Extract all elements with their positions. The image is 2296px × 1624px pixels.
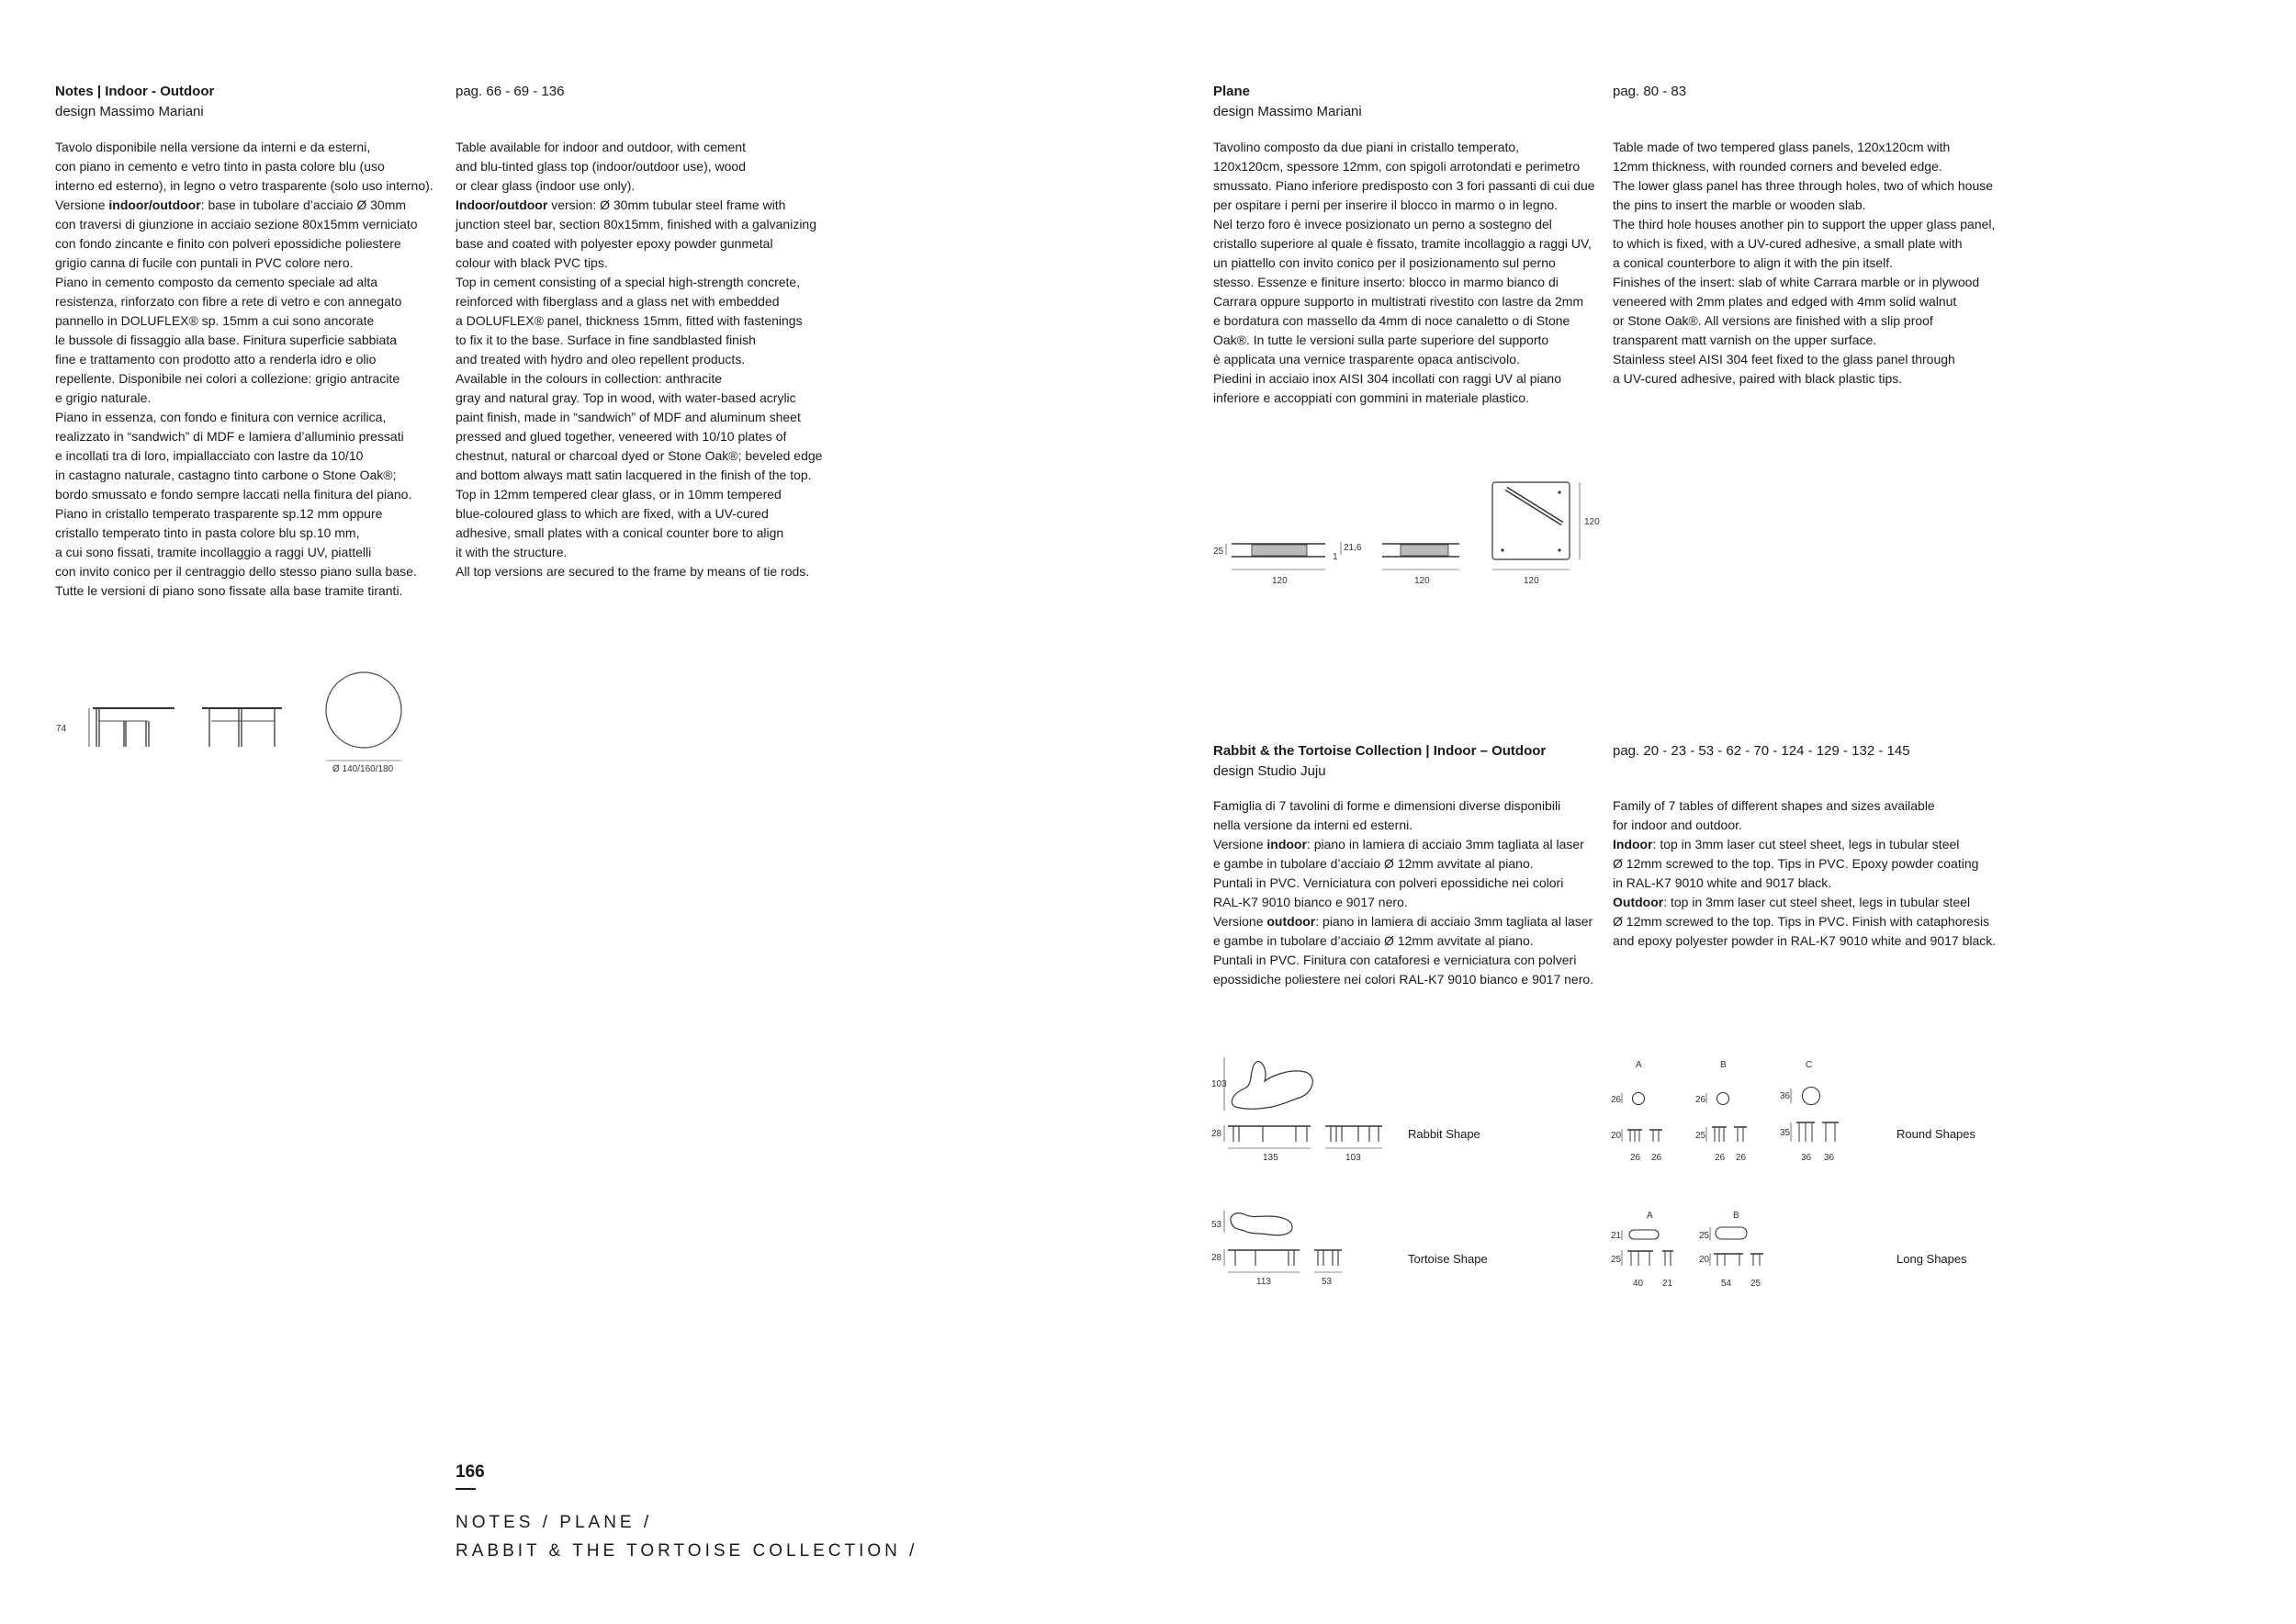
text-line: epossidiche poliestere nei colori RAL-K7 9010 bianco e 9017 nero. <box>1213 972 1594 987</box>
text-line: resistenza, rinforzato con fibre a rete di vetro e con annegato <box>55 294 402 309</box>
text-line: Tavolino composto da due piani in cristallo temperato, <box>1213 140 1520 154</box>
text-line: bordo smussato e fondo sempre laccati nella finitura del piano. <box>55 487 412 502</box>
notes-text-english <box>456 138 822 581</box>
svg-text:21,6: 21,6 <box>1344 543 1362 553</box>
text-line: 120x120cm, spessore 12mm, con spigoli arrotondati e perimetro <box>1213 159 1581 174</box>
text-line: 12mm thickness, with rounded corners and beveled edge. <box>1613 159 1942 174</box>
text-line: Stainless steel AISI 304 feet fixed to the glass panel through <box>1613 352 1955 367</box>
text-line: and blu-tinted glass top (indoor/outdoor use), wood <box>456 159 746 174</box>
text-line: Family of 7 tables of different shapes and sizes available <box>1613 798 1935 813</box>
text-line: per ospitare i perni per inserire il blocco in marmo o in legno. <box>1213 197 1559 212</box>
plane-title: Plane <box>1213 84 1251 99</box>
text-line: e grigio naturale. <box>55 390 152 405</box>
text-line: Tutte le versioni di piano sono fissate alla base tramite tiranti. <box>55 583 403 598</box>
text-line: realizzato in “sandwich” di MDF e lamiera d’alluminio pressati <box>55 429 404 444</box>
rabbit-shape-drawing <box>1208 1052 1391 1167</box>
long-shapes-drawing <box>1607 1205 1791 1297</box>
text-line: Ø 12mm screwed to the top. Tips in PVC. Finish with cataphoresis <box>1613 914 1990 929</box>
notes-designer: design Massimo Mariani <box>55 104 204 119</box>
footer-line-1: NOTES / PLANE / <box>456 1513 653 1532</box>
text-line: Table made of two tempered glass panels, 120x120cm with <box>1613 140 1951 154</box>
text-line: Oak®. In tutte le versioni sulla parte superiore del supporto <box>1213 333 1549 347</box>
text-line: All top versions are secured to the frame by means of tie rods. <box>456 564 810 579</box>
text-line: a conical counterbore to align it with the pin itself. <box>1613 255 1894 270</box>
text-line: paint finish, made in “sandwich” of MDF and aluminum sheet <box>456 410 801 424</box>
svg-text:B: B <box>1733 1211 1739 1221</box>
text-line: Indoor: top in 3mm laser cut steel sheet, legs in tubular steel <box>1613 837 1960 851</box>
text-line: Tavolo disponibile nella versione da interni e da esterni, <box>55 140 371 154</box>
tortoise-shape-drawing <box>1208 1205 1391 1297</box>
text-line: pannello in DOLUFLEX® sp. 15mm a cui sono ancorate <box>55 313 375 328</box>
text-line: and epoxy polyester powder in RAL-K7 9010 white and 9017 black. <box>1613 933 1997 948</box>
text-line: and treated with hydro and oleo repellent products. <box>456 352 746 367</box>
svg-text:C: C <box>1806 1060 1813 1070</box>
text-line: Indoor/outdoor version: Ø 30mm tubular steel frame with <box>456 197 786 212</box>
plane-designer: design Massimo Mariani <box>1213 104 1362 119</box>
text-line: transparent matt varnish on the upper surface. <box>1613 333 1877 347</box>
text-line: con traversi di giunzione in acciaio sezione 80x15mm verniciato <box>55 217 418 231</box>
text-line: Carrara oppure supporto in multistrati rivestito con lastre da 2mm <box>1213 294 1584 309</box>
text-line: or Stone Oak®. All versions are finished with a slip proof <box>1613 313 1933 328</box>
svg-text:120: 120 <box>1414 576 1430 586</box>
notes-title: Notes | Indoor - Outdoor <box>55 84 215 99</box>
notes-drawing <box>51 666 418 776</box>
svg-text:103: 103 <box>1211 1079 1227 1089</box>
text-line: Table available for indoor and outdoor, with cement <box>456 140 746 154</box>
text-line: Nel terzo foro è invece posizionato un perno a sostegno del <box>1213 217 1552 231</box>
text-line: Versione indoor/outdoor: base in tubolare d’acciaio Ø 30mm <box>55 197 407 212</box>
text-line: adhesive, small plates with a conical counter bore to align <box>456 525 784 540</box>
text-line: Piano in cristallo temperato trasparente sp.12 mm oppure <box>55 506 383 521</box>
text-line: the pins to insert the marble or wooden slab. <box>1613 197 1866 212</box>
svg-text:20: 20 <box>1611 1131 1622 1141</box>
notes-height-dim: 74 <box>56 724 67 734</box>
text-line: Puntali in PVC. Finitura con cataforesi e verniciatura con polveri <box>1213 953 1577 967</box>
rabbit-title: Rabbit & the Tortoise Collection | Indoor – Outdoor <box>1213 743 1547 759</box>
text-line: a UV-cured adhesive, paired with black plastic tips. <box>1613 371 1903 386</box>
text-line: RAL-K7 9010 bianco e 9017 nero. <box>1213 895 1408 909</box>
rabbit-pages: pag. 20 - 23 - 53 - 62 - 70 - 124 - 129 - 132 - 145 <box>1613 743 1910 759</box>
svg-text:25: 25 <box>1699 1231 1710 1241</box>
text-line: e bordatura con massello da 4mm di noce canaletto o di Stone <box>1213 313 1570 328</box>
svg-text:28: 28 <box>1211 1129 1222 1139</box>
text-line: un piattello con invito conico per il posizionamento sul perno <box>1213 255 1556 270</box>
svg-text:26: 26 <box>1695 1095 1706 1105</box>
text-line: pressed and glued together, veneered with 10/10 plates of <box>456 429 787 444</box>
text-line: repellente. Disponibile nei colori a collezione: grigio antracite <box>55 371 400 386</box>
text-line: Piano in cemento composto da cemento speciale ad alta <box>55 275 377 289</box>
text-line: fine e trattamento con prodotto atto a renderla idro e olio <box>55 352 377 367</box>
svg-text:28: 28 <box>1211 1253 1222 1263</box>
rabbit-text-italian <box>1213 796 1593 989</box>
text-line: or clear glass (indoor use only). <box>456 178 636 193</box>
svg-text:120: 120 <box>1524 576 1539 586</box>
svg-text:21: 21 <box>1662 1279 1673 1289</box>
svg-text:25: 25 <box>1695 1131 1706 1141</box>
text-line: grigio canna di fucile con puntali in PVC colore nero. <box>55 255 354 270</box>
svg-text:53: 53 <box>1322 1277 1333 1287</box>
svg-text:25: 25 <box>1213 547 1224 557</box>
text-line: è applicata una vernice trasparente opaca antiscivolo. <box>1213 352 1520 367</box>
svg-text:36: 36 <box>1780 1091 1791 1101</box>
svg-text:26: 26 <box>1736 1153 1747 1163</box>
text-line: le bussole di fissaggio alla base. Finitura superficie sabbiata <box>55 333 397 347</box>
text-line: Finishes of the insert: slab of white Carrara marble or in plywood <box>1613 275 1980 289</box>
svg-text:36: 36 <box>1801 1153 1812 1163</box>
svg-text:21: 21 <box>1611 1231 1622 1241</box>
page-number-underline <box>456 1488 476 1490</box>
long-shapes-label: Long Shapes <box>1896 1252 1967 1266</box>
plane-text-italian <box>1213 138 1595 408</box>
text-line: Versione outdoor: piano in lamiera di acciaio 3mm tagliata al laser <box>1213 914 1593 929</box>
text-line: in castagno naturale, castagno tinto carbone o Stone Oak®; <box>55 468 397 482</box>
notes-text-italian <box>55 138 433 601</box>
text-line: to which is fixed, with a UV-cured adhesive, a small plate with <box>1613 236 1963 251</box>
text-line: Puntali in PVC. Verniciatura con polveri epossidiche nei colori <box>1213 875 1564 890</box>
rabbit-designer: design Studio Juju <box>1213 763 1326 779</box>
text-line: junction steel bar, section 80x15mm, finished with a galvanizing <box>456 217 816 231</box>
rabbit-shape-label: Rabbit Shape <box>1408 1127 1480 1141</box>
text-line: to fix it to the base. Surface in fine sandblasted finish <box>456 333 756 347</box>
svg-text:26: 26 <box>1611 1095 1622 1105</box>
plane-text-english <box>1613 138 1995 389</box>
text-line: Piano in essenza, con fondo e finitura con vernice acrilica, <box>55 410 387 424</box>
svg-text:A: A <box>1647 1211 1653 1221</box>
notes-diameter-dim: Ø 140/160/180 <box>332 764 394 774</box>
text-line: nella versione da interni ed esterni. <box>1213 818 1413 832</box>
svg-text:120: 120 <box>1272 576 1288 586</box>
svg-text:26: 26 <box>1715 1153 1726 1163</box>
text-line: smussato. Piano inferiore predisposto con 3 fori passanti di cui due <box>1213 178 1595 193</box>
round-shapes-label: Round Shapes <box>1896 1127 1976 1141</box>
text-line: veneered with 2mm plates and edged with 4mm solid walnut <box>1613 294 1957 309</box>
text-line: e gambe in tubolare d’acciaio Ø 12mm avvitate al piano. <box>1213 933 1534 948</box>
svg-text:135: 135 <box>1263 1153 1278 1163</box>
tortoise-shape-label: Tortoise Shape <box>1408 1252 1488 1266</box>
rabbit-text-english <box>1613 796 1996 951</box>
text-line: a cui sono fissati, tramite incollaggio a raggi UV, piattelli <box>55 545 372 559</box>
text-line: for indoor and outdoor. <box>1613 818 1742 832</box>
text-line: interno ed esterno), in legno o vetro trasparente (solo uso interno). <box>55 178 433 193</box>
text-line: a DOLUFLEX® panel, thickness 15mm, fitted with fastenings <box>456 313 803 328</box>
text-line: in RAL-K7 9010 white and 9017 black. <box>1613 875 1832 890</box>
round-shapes-drawing <box>1607 1052 1883 1167</box>
text-line: chestnut, natural or charcoal dyed or Stone Oak®; beveled edge <box>456 448 823 463</box>
text-line: cristallo temperato tinto in pasta colore blu sp.10 mm, <box>55 525 360 540</box>
text-line: Available in the colours in collection: anthracite <box>456 371 723 386</box>
svg-text:20: 20 <box>1699 1255 1710 1265</box>
text-line: Outdoor: top in 3mm laser cut steel sheet, legs in tubular steel <box>1613 895 1971 909</box>
svg-text:36: 36 <box>1824 1153 1835 1163</box>
svg-text:40: 40 <box>1633 1279 1644 1289</box>
svg-text:26: 26 <box>1651 1153 1662 1163</box>
text-line: The lower glass panel has three through holes, two of which house <box>1613 178 1994 193</box>
text-line: blue-coloured glass to which are fixed, with a UV-cured <box>456 506 769 521</box>
footer-line-2: RABBIT & THE TORTOISE COLLECTION / <box>456 1541 918 1561</box>
text-line: gray and natural gray. Top in wood, with water-based acrylic <box>456 390 796 405</box>
text-line: cristallo superiore al quale è fissato, tramite incollaggio a raggi UV, <box>1213 236 1592 251</box>
plane-pages: pag. 80 - 83 <box>1613 84 1687 99</box>
text-line: con invito conico per il centraggio dello stesso piano sulla base. <box>55 564 417 579</box>
text-line: Piedini in acciaio inox AISI 304 incollati con raggi UV al piano <box>1213 371 1562 386</box>
text-line: base and coated with polyester epoxy powder gunmetal <box>456 236 773 251</box>
text-line: The third hole houses another pin to support the upper glass panel, <box>1613 217 1996 231</box>
text-line: Versione indoor: piano in lamiera di acciaio 3mm tagliata al laser <box>1213 837 1584 851</box>
svg-text:25: 25 <box>1611 1255 1622 1265</box>
text-line: reinforced with fiberglass and a glass net with embedded <box>456 294 780 309</box>
svg-text:103: 103 <box>1345 1153 1361 1163</box>
svg-text:25: 25 <box>1750 1279 1761 1289</box>
text-line: and bottom always matt satin lacquered in the finish of the top. <box>456 468 812 482</box>
text-line: stesso. Essenze e finiture inserto: blocco in marmo bianco di <box>1213 275 1559 289</box>
svg-text:B: B <box>1720 1060 1727 1070</box>
svg-text:53: 53 <box>1211 1220 1222 1230</box>
notes-pages: pag. 66 - 69 - 136 <box>456 84 565 99</box>
svg-text:35: 35 <box>1780 1128 1791 1138</box>
plane-drawing <box>1208 478 1612 592</box>
text-line: e gambe in tubolare d’acciaio Ø 12mm avvitate al piano. <box>1213 856 1534 871</box>
text-line: Top in cement consisting of a special high-strength concrete, <box>456 275 801 289</box>
svg-text:A: A <box>1636 1060 1642 1070</box>
svg-text:120: 120 <box>1584 517 1600 527</box>
text-line: Famiglia di 7 tavolini di forme e dimensioni diverse disponibili <box>1213 798 1561 813</box>
svg-text:1: 1 <box>1333 552 1338 562</box>
text-line: Top in 12mm tempered clear glass, or in 10mm tempered <box>456 487 782 502</box>
text-line: inferiore e accoppiati con gommini in materiale plastico. <box>1213 390 1529 405</box>
svg-text:54: 54 <box>1721 1279 1732 1289</box>
text-line: it with the structure. <box>456 545 568 559</box>
text-line: con piano in cemento e vetro tinto in pasta colore blu (uso <box>55 159 385 174</box>
text-line: Ø 12mm screwed to the top. Tips in PVC. Epoxy powder coating <box>1613 856 1979 871</box>
text-line: e incollati tra di loro, impiallacciato con lastre da 10/10 <box>55 448 364 463</box>
text-line: con fondo zincante e finito con polveri epossidiche poliestere <box>55 236 401 251</box>
svg-text:113: 113 <box>1256 1277 1271 1287</box>
text-line: colour with black PVC tips. <box>456 255 608 270</box>
page-number: 166 <box>456 1462 485 1482</box>
svg-text:26: 26 <box>1630 1153 1641 1163</box>
